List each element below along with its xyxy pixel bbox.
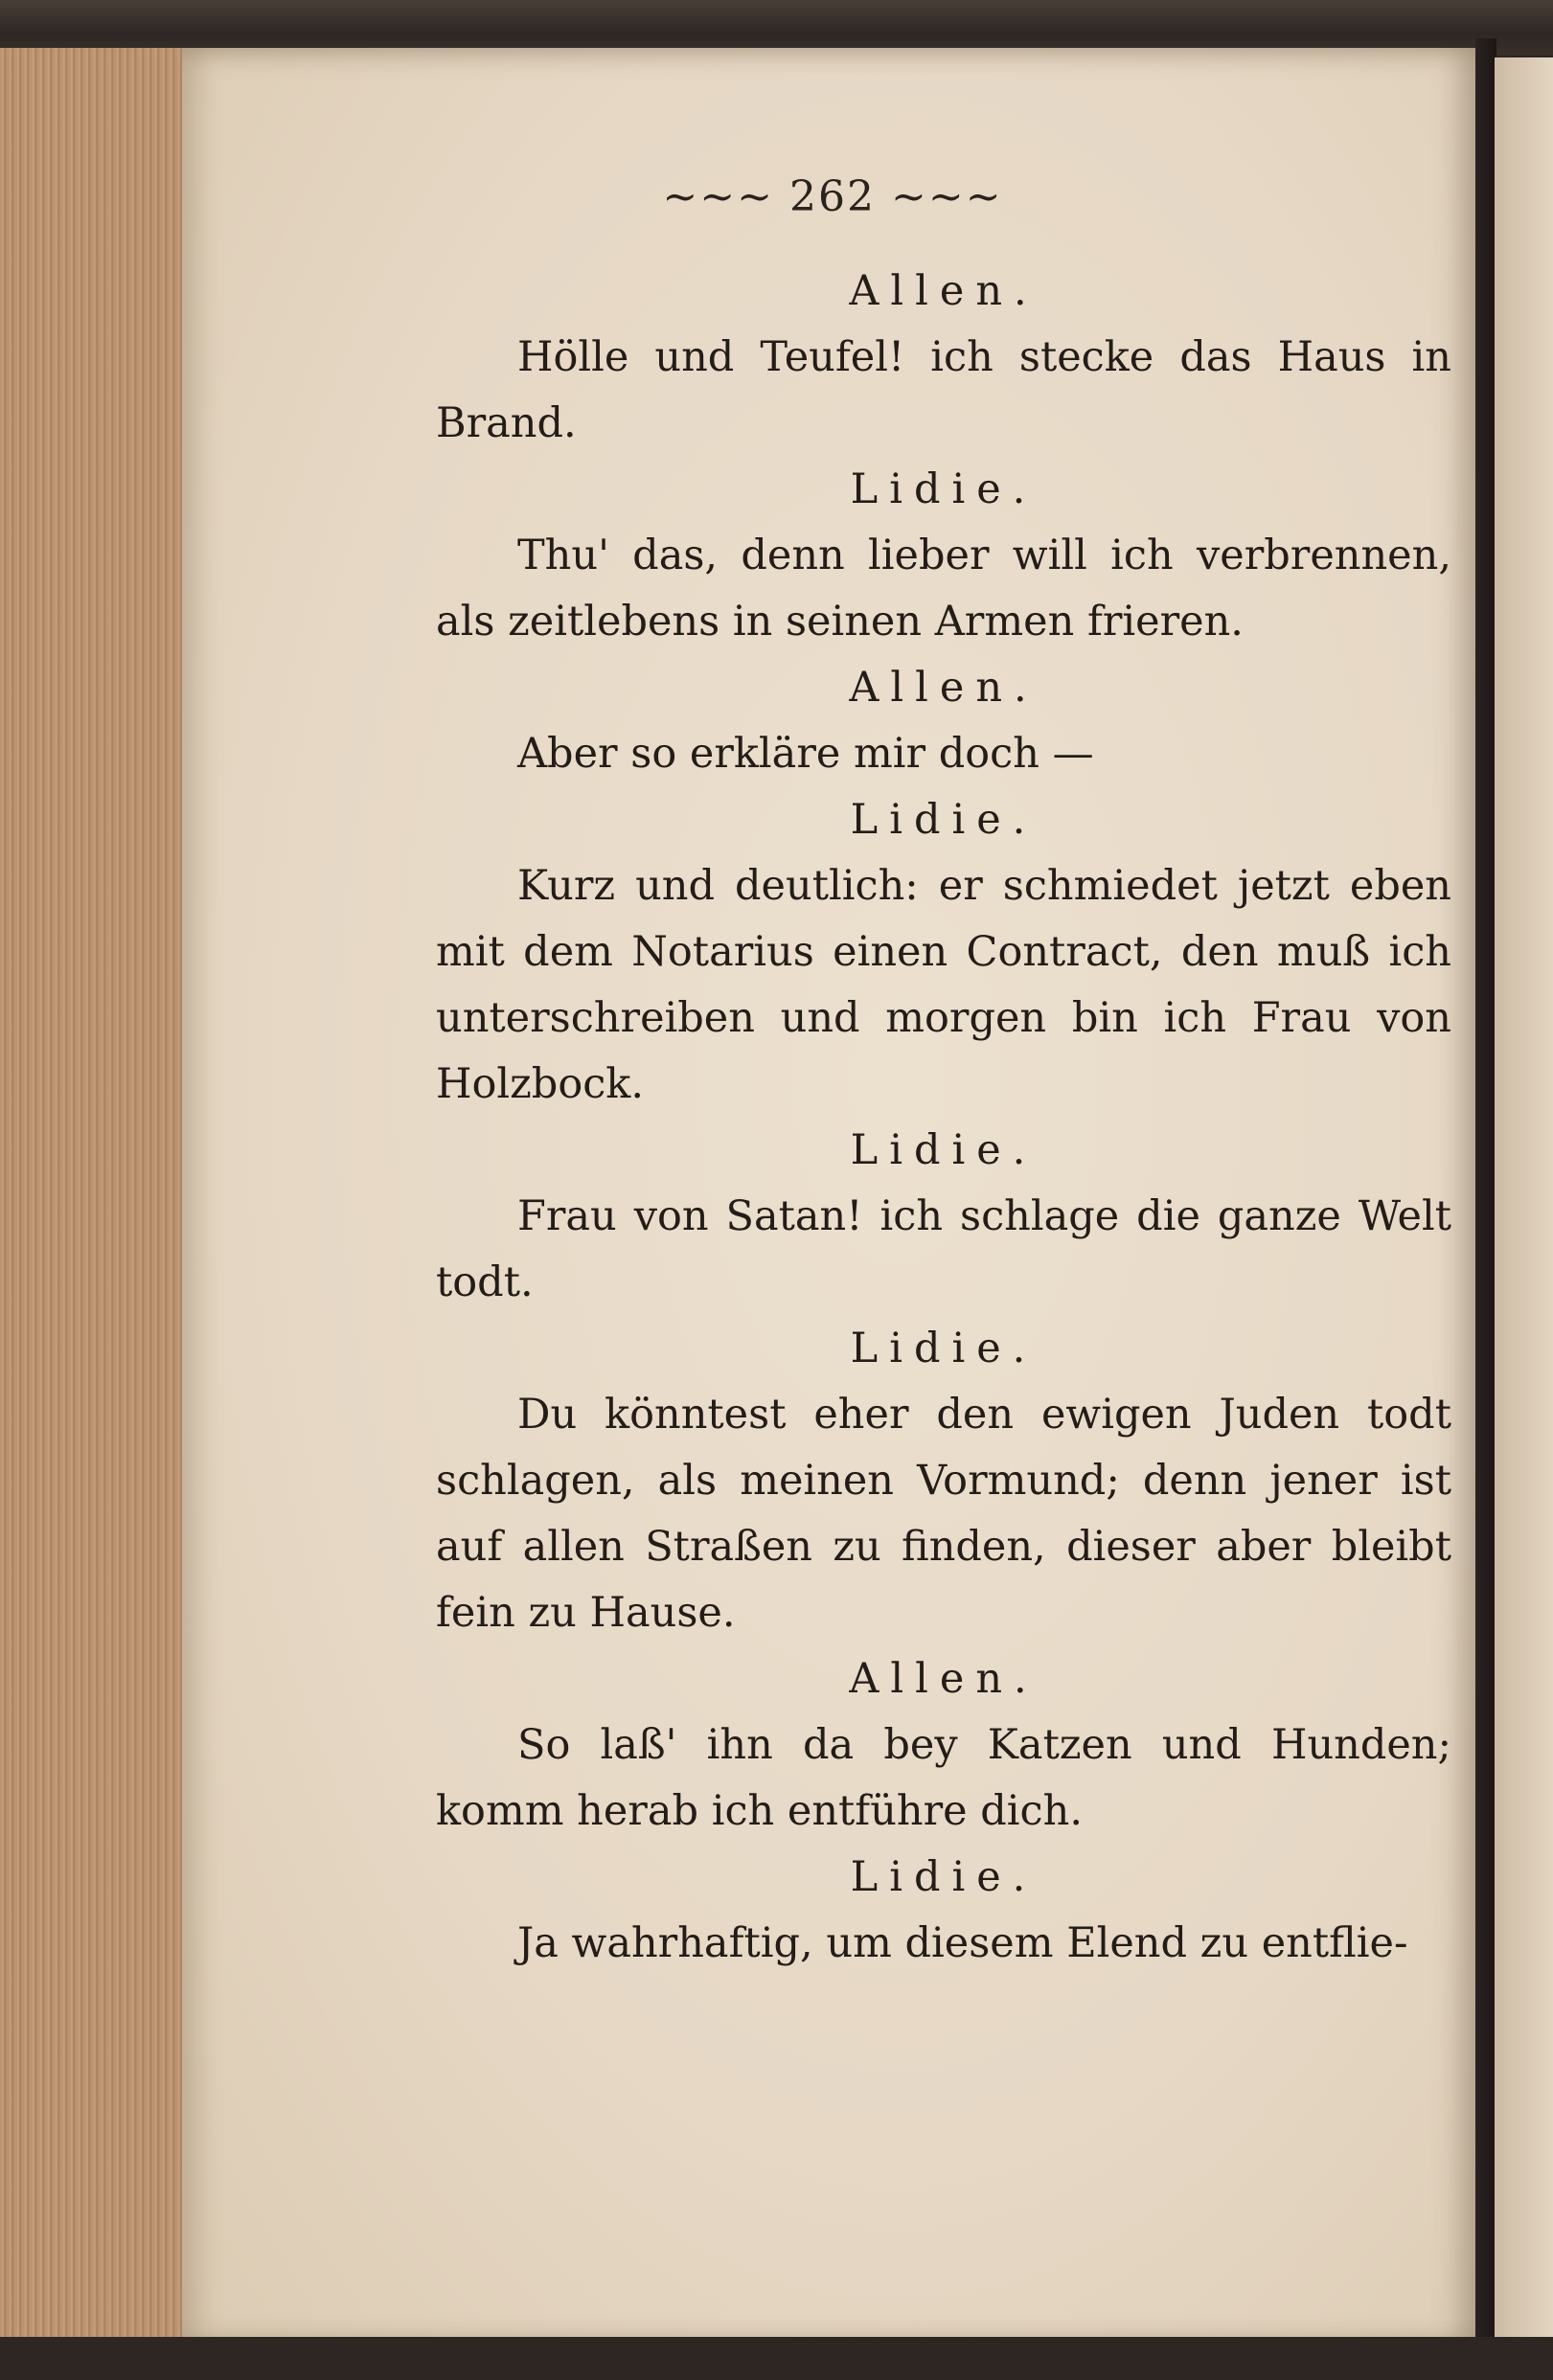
speaker-name: Lidie. bbox=[850, 1325, 1038, 1372]
speaker-name: Lidie. bbox=[850, 796, 1038, 844]
adjacent-page bbox=[1495, 57, 1553, 2346]
page-edges bbox=[0, 48, 203, 2346]
page-text bbox=[436, 259, 1451, 1977]
page-number: ~~~ 262 ~~~ bbox=[662, 172, 1003, 221]
speech-paragraph: Du könntest eher den ewigen Juden todt schlagen, als meinen Vormund; denn jener ist auf allen Straßen zu finden, dieser aber bleibt fein zu Hause. bbox=[436, 1391, 1451, 1637]
speech-paragraph: Aber so erkläre mir doch — bbox=[517, 730, 1094, 778]
speech-paragraph: Frau von Satan! ich schlage die ganze Welt todt. bbox=[436, 1192, 1451, 1306]
book-cover-bottom bbox=[0, 2337, 1553, 2380]
speech-paragraph: So laß' ihn da bey Katzen und Hunden; komm herab ich entführe dich. bbox=[436, 1721, 1451, 1835]
book-gutter bbox=[1475, 38, 1496, 2356]
speaker-name: Lidie. bbox=[850, 1853, 1038, 1901]
speech-paragraph: Kurz und deutlich: er schmiedet jetzt eben mit dem Notarius einen Contract, den muß ich unterschreiben und morgen bin ich Frau von Holzbock. bbox=[436, 862, 1451, 1108]
speech-paragraph: Ja wahrhaftig, um diesem Elend zu entflie- bbox=[517, 1919, 1408, 1967]
speech-paragraph: Hölle und Teufel! ich stecke das Haus in Brand. bbox=[436, 333, 1451, 447]
speech-paragraph: Thu' das, denn lieber will ich verbrennen, als zeitlebens in seinen Armen frieren. bbox=[436, 532, 1451, 646]
speaker-name: Allen. bbox=[849, 664, 1039, 712]
speaker-name: Allen. bbox=[849, 1655, 1039, 1703]
speaker-name: Allen. bbox=[849, 267, 1039, 315]
speaker-name: Lidie. bbox=[850, 1126, 1038, 1174]
speaker-name: Lidie. bbox=[850, 465, 1038, 513]
